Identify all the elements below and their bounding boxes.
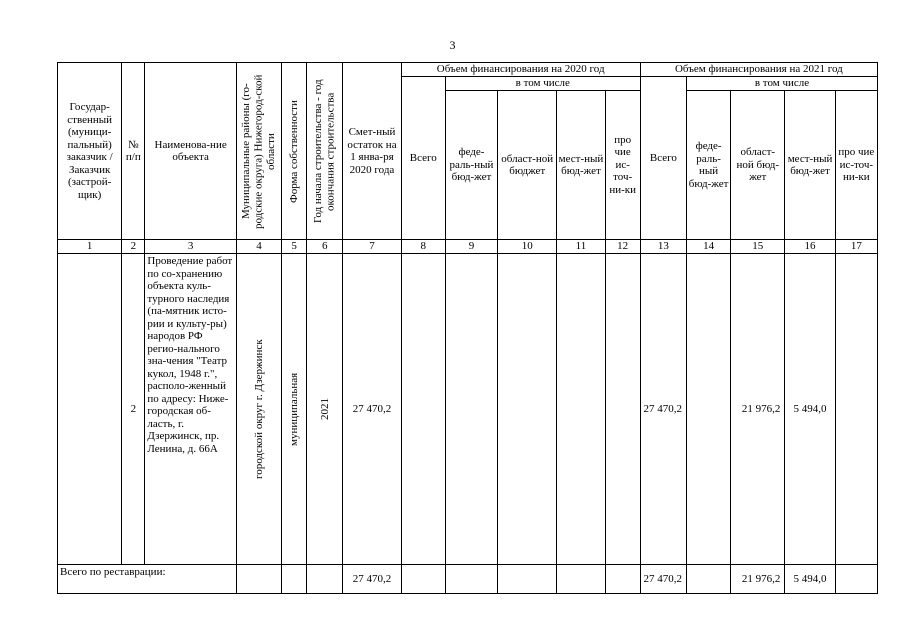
header-years [307,63,343,240]
cell-year-text: 2021 [318,398,331,420]
header-other-2020: про чие ис-точ-ни-ки [605,91,640,240]
col-num: 10 [498,240,557,254]
header-local-2021: мест-ный бюд-жет [785,91,835,240]
col-num: 9 [445,240,497,254]
table-row [58,254,878,565]
header-fin-2021: Объем финансирования на 2021 год [640,63,877,77]
header-customer: Государ-ственный (муници-пальный) заказчик / Заказчик (застрой-щик) [58,63,122,240]
header-object-name: Наименова-ние объекта [145,63,236,240]
total-cell [498,565,557,594]
header-years-text: Год начала строительства - год окончания строительства [312,79,337,223]
header-balance: Смет-ный остаток на 1 янва-ря 2020 года [343,63,401,240]
header-regional-2020: област-ной бюджет [498,91,557,240]
total-row [58,565,878,594]
cell-other-2021 [835,254,877,565]
financing-table [57,62,878,594]
total-balance: 27 470,2 [343,565,401,594]
header-ownership [282,63,307,240]
cell-district-text: городской округ г. Дзержинск [252,339,265,479]
total-cell [307,565,343,594]
col-num: 3 [145,240,236,254]
col-num: 15 [731,240,785,254]
header-ownership-text: Форма собственности [287,99,300,203]
total-label: Всего по реставрации: [58,565,237,594]
total-cell [236,565,281,594]
cell-local-2021: 5 494,0 [785,254,835,565]
col-num: 17 [835,240,877,254]
header-total-2020: Всего [401,77,445,240]
col-num: 7 [343,240,401,254]
page-number: 3 [449,38,456,52]
total-cell [686,565,730,594]
cell-federal-2021 [686,254,730,565]
header-including-2021: в том числе [686,77,877,91]
cell-total-2020 [401,254,445,565]
header-districts-text: Муниципальные районы (го-родские округа) Нижегород-ской области [240,73,278,229]
total-local-2021: 5 494,0 [785,565,835,594]
header-regional-2021: област-ной бюд-жет [731,91,785,240]
header-federal-2021: феде-раль-ный бюд-жет [686,91,730,240]
total-cell [401,565,445,594]
header-districts [236,63,281,240]
total-cell [445,565,497,594]
cell-ownership-text: муниципальная [287,372,300,446]
header-other-2021: про чие ис-точ-ни-ки [835,91,877,240]
total-2021: 27 470,2 [640,565,686,594]
cell-district [236,254,281,565]
col-num: 8 [401,240,445,254]
total-cell [282,565,307,594]
cell-balance: 27 470,2 [343,254,401,565]
col-num: 5 [282,240,307,254]
col-num: 6 [307,240,343,254]
cell-ownership [282,254,307,565]
cell-federal-2020 [445,254,497,565]
cell-local-2020 [557,254,605,565]
total-cell [605,565,640,594]
cell-total-2021: 27 470,2 [640,254,686,565]
cell-other-2020 [605,254,640,565]
header-federal-2020: феде-раль-ный бюд-жет [445,91,497,240]
col-num: 12 [605,240,640,254]
header-local-2020: мест-ный бюд-жет [557,91,605,240]
col-num: 16 [785,240,835,254]
total-regional-2021: 21 976,2 [731,565,785,594]
col-num: 14 [686,240,730,254]
cell-regional-2020 [498,254,557,565]
col-num: 13 [640,240,686,254]
header-fin-2020: Объем финансирования на 2020 год [401,63,640,77]
total-cell [557,565,605,594]
col-num: 1 [58,240,122,254]
header-num: № п/п [122,63,145,240]
cell-regional-2021: 21 976,2 [731,254,785,565]
total-cell [835,565,877,594]
header-total-2021: Всего [640,77,686,240]
cell-year [307,254,343,565]
cell-object-name: Проведение работ по со-хранению объекта куль-турного наследия (па-мятник исто-рии и культу-ры) народов РФ регио-нального зна-чения "Театр кукол, 1948 г.", располо-женный по адресу: Ниже-городская об-ласть, г. Дзержинск, пр. Ленина, д. 66А [145,254,236,565]
header-including-2020: в том числе [445,77,640,91]
col-num: 4 [236,240,281,254]
col-num: 2 [122,240,145,254]
cell-num: 2 [122,254,145,565]
col-num: 11 [557,240,605,254]
cell-customer [58,254,122,565]
